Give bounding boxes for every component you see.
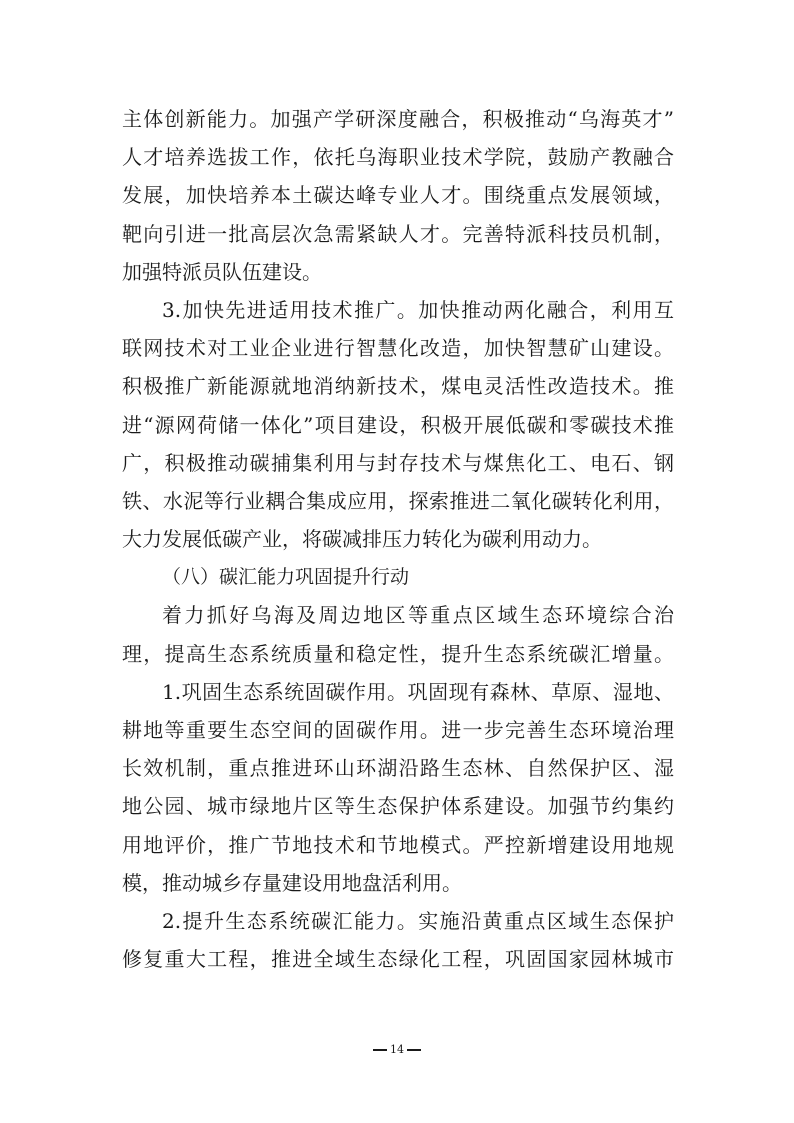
page-number-value: 14: [390, 1043, 404, 1056]
dash-left: [373, 1049, 387, 1051]
text-line: 2.提升生态系统碳汇能力。实施沿黄重点区域生态保护: [162, 908, 674, 933]
text-line: 长效机制，重点推进环山环湖沿路生态林、自然保护区、湿: [122, 756, 674, 781]
text-line: 1.巩固生态系统固碳作用。巩固现有森林、草原、湿地、: [162, 679, 674, 704]
text-line: 人才培养选拔工作，依托乌海职业技术学院，鼓励产教融合: [122, 145, 674, 170]
text-line: 地公园、城市绿地片区等生态保护体系建设。加强节约集约: [122, 794, 674, 819]
dash-right: [407, 1049, 421, 1051]
text-line: 主体创新能力。加强产学研深度融合，积极推动“乌海英才”: [122, 107, 674, 131]
text-line: 3.加快先进适用技术推广。加快推动两化融合，利用互: [162, 297, 674, 322]
body-text: [122, 100, 674, 978]
page-number: [0, 1043, 794, 1056]
text-line: 大力发展低碳产业，将碳减排压力转化为碳利用动力。: [122, 527, 602, 552]
text-line: 发展，加快培养本土碳达峰专业人才。围绕重点发展领域，: [122, 183, 674, 208]
text-line: 靶向引进一批高层次急需紧缺人才。完善特派科技员机制，: [122, 221, 674, 246]
text-line: 耕地等重要生态空间的固碳作用。进一步完善生态环境治理: [122, 718, 674, 742]
text-line: 加强特派员队伍建设。: [122, 259, 322, 284]
text-line: 理，提高生态系统质量和稳定性，提升生态系统碳汇增量。: [122, 641, 674, 666]
text-line: 联网技术对工业企业进行智慧化改造，加快智慧矿山建设。: [122, 336, 674, 361]
text-line: 用地评价，推广节地技术和节地模式。严控新增建设用地规: [122, 832, 674, 857]
text-line: 着力抓好乌海及周边地区等重点区域生态环境综合治: [162, 603, 674, 628]
text-line: 积极推广新能源就地消纳新技术，煤电灵活性改造技术。推: [122, 374, 674, 399]
text-line: 修复重大工程，推进全域生态绿化工程，巩固国家园林城市: [122, 947, 674, 972]
text-line: 铁、水泥等行业耦合集成应用，探索推进二氧化碳转化利用，: [122, 488, 674, 513]
text-line: 模，推动城乡存量建设用地盘活利用。: [122, 870, 462, 895]
section-heading: （八）碳汇能力巩固提升行动: [162, 566, 410, 589]
text-line: 进“源网荷储一体化”项目建设，积极开展低碳和零碳技术推: [122, 412, 674, 437]
text-line: 广，积极推动碳捕集利用与封存技术与煤焦化工、电石、钢: [122, 450, 674, 475]
